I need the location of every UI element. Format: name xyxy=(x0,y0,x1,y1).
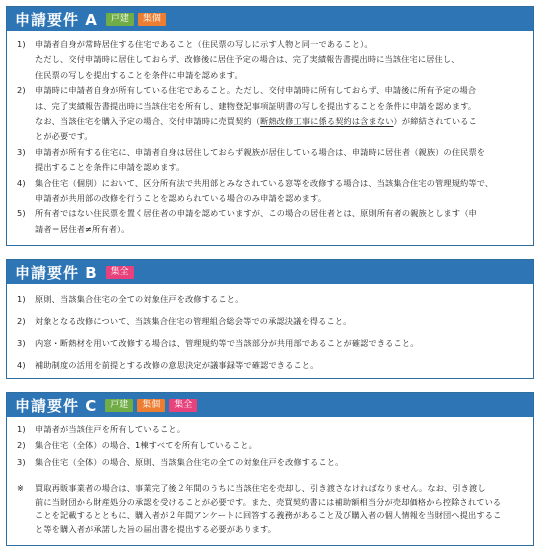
list-item xyxy=(17,455,523,470)
item-text: 補助制度の活用を前提とする改修の意思決定が議事録等で確認できること。 xyxy=(35,359,319,370)
item-text: 集合住宅（個別）において、区分所有法で共用部とみなされている窓等を改修する場合は、当該集合住宅の管理規約等で、 xyxy=(35,177,494,188)
item-number: 5) xyxy=(17,208,26,219)
list-item xyxy=(17,176,523,207)
item-text: 申請者が共用部の改修を行うことを認められている場合のみ申請を認めます。 xyxy=(35,193,327,204)
list-item xyxy=(17,292,523,307)
requirement-c-card xyxy=(6,392,534,546)
requirement-c-title: 申請要件 C xyxy=(15,396,98,415)
item-text: 所有者ではない住民票を置く居住者の申請を認めていますが、この場合の居住者とは、原則所有者の親族とします（申 xyxy=(35,208,477,219)
item-number: 2) xyxy=(17,315,26,326)
item-text: は、完了実績報告書提出時に当該住宅を所有し、建物登記事項証明書の写しを提出することを条件に申請を認めます。 xyxy=(35,100,477,111)
list-item xyxy=(17,145,523,176)
requirement-a-body xyxy=(7,31,533,243)
item-text: 集合住宅（全体）の場合、原則、当該集合住宅の全ての対象住戸を改修すること。 xyxy=(35,456,344,467)
requirement-c-body xyxy=(7,417,533,542)
requirement-b-title: 申請要件 B xyxy=(15,263,98,282)
badge-kodate: 戸建 xyxy=(106,13,134,26)
requirement-a-title: 申請要件 A xyxy=(15,10,98,29)
item-number: 1) xyxy=(17,294,26,304)
resale-note xyxy=(17,482,523,536)
note-text: と等を購入者が承諾した旨の届出書を提出する必要があります。 xyxy=(35,523,277,534)
list-item xyxy=(17,206,523,237)
badge-shuzen: 集全 xyxy=(106,266,134,279)
item-number: 4) xyxy=(17,359,26,370)
item-text: 内窓・断熱材を用いて改修する場合は、管理規約等で当該部分が共用部であることが確認できること。 xyxy=(35,337,419,348)
requirement-c-header xyxy=(7,393,533,417)
item-text-part: なお、当該住宅を購入予定の場合、交付申請時に売買契約（ xyxy=(35,116,261,127)
requirement-a-card xyxy=(6,6,534,246)
badge-shuko: 集個 xyxy=(137,399,165,412)
item-text: ただし、交付申請時に居住しておらず、改修後に居住予定の場合は、完了実績報告書提出時に当該住宅に居住し、 xyxy=(35,54,460,65)
note-text: 前に当財団から財産処分の承認を受けることが必要です。また、売買契約書には補助額相当分が売却価格から控除されている xyxy=(35,496,502,507)
item-number: 1) xyxy=(17,424,26,434)
item-number: 2) xyxy=(17,440,26,451)
item-text-part: ）が締結されているこ xyxy=(393,116,477,127)
list-item xyxy=(17,438,523,453)
item-text: 申請者が当該住戸を所有していること。 xyxy=(35,424,186,434)
note-mark: ※ xyxy=(17,483,25,494)
item-text: 申請者が所有する住宅に、申請者自身は居住しておらず親族が居住している場合は、申請時に居住者（親族）の住民票を xyxy=(35,146,486,157)
list-item xyxy=(17,314,523,329)
item-text: 対象となる改修について、当該集合住宅の管理組合総会等での承認決議を得ること。 xyxy=(35,315,352,326)
list-item xyxy=(17,358,523,373)
note-text: 買取再販事業者の場合は、事業完了後２年間のうちに当該住宅を売却し、引き渡さなければなりません。なお、引き渡し xyxy=(35,483,486,494)
item-number: 1) xyxy=(17,39,26,49)
item-text: 請者＝居住者≠所有者）。 xyxy=(35,223,130,234)
badge-shuko: 集個 xyxy=(138,13,166,26)
note-text: ことを記載するとともに、購入者が２年間アンケートに回答する義務があること及び購入者の個人情報を当財団へ提出するこ xyxy=(35,510,502,521)
badge-shuzen: 集全 xyxy=(169,399,197,412)
item-text: 申請者自身が常時居住する住宅であること（住民票の写しに示す人物と同一であること）。 xyxy=(35,39,373,49)
badge-kodate: 戸建 xyxy=(105,399,133,412)
requirement-a-header xyxy=(7,7,533,31)
item-number: 2) xyxy=(17,85,26,96)
item-number: 4) xyxy=(17,177,26,188)
requirement-b-card xyxy=(6,259,534,379)
item-text: 住民票の写しを提出することを条件に申請を認めます。 xyxy=(35,69,243,80)
item-number: 3) xyxy=(17,337,26,348)
item-text: 集合住宅（全体）の場合、1棟すべてを所有していること。 xyxy=(35,440,257,451)
item-number: 3) xyxy=(17,146,26,157)
list-item xyxy=(17,422,523,437)
list-item xyxy=(17,37,523,83)
item-text xyxy=(35,114,523,129)
item-text: 原則、当該集合住宅の全ての対象住戸を改修すること。 xyxy=(35,294,244,304)
item-text: とが必要です。 xyxy=(35,131,93,142)
list-item xyxy=(17,336,523,351)
list-item xyxy=(17,83,523,145)
requirement-b-header xyxy=(7,260,533,284)
requirement-b-body xyxy=(7,284,533,386)
item-text: 申請時に申請者自身が所有している住宅であること。ただし、交付申請時に所有しておらず、申請後に所有予定の場合 xyxy=(35,85,477,96)
contract-exclusion-note: 断熱改修工事に係る契約は含まない xyxy=(260,116,394,127)
item-text: 提出することを条件に申請を認めます。 xyxy=(35,162,185,173)
item-number: 3) xyxy=(17,456,26,467)
